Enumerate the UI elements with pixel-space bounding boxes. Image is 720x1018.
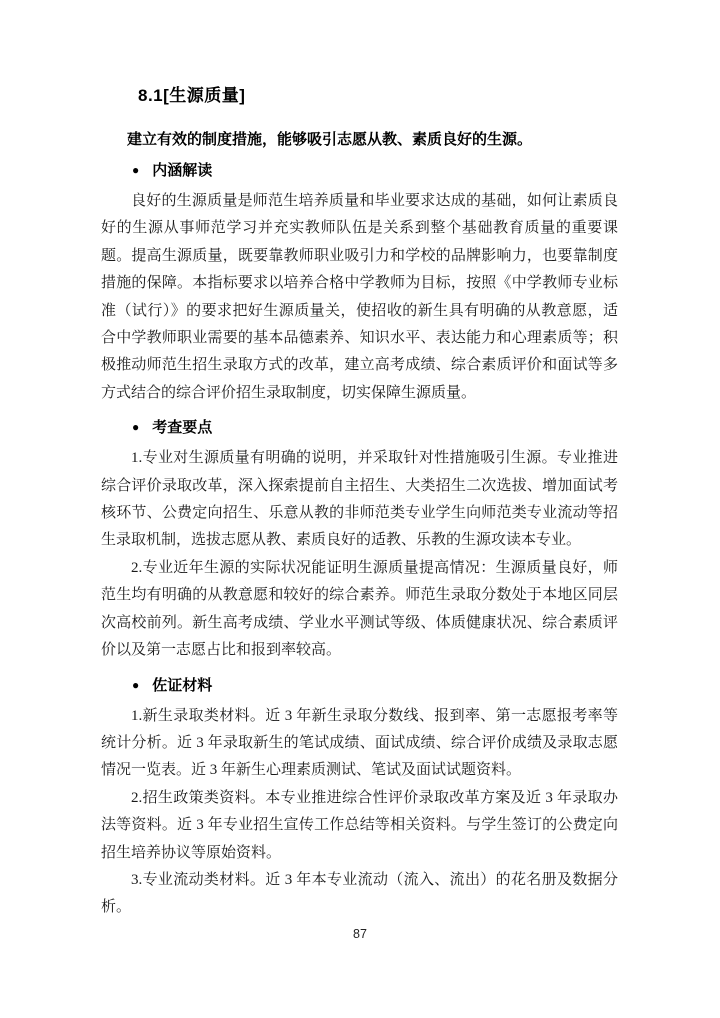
page-footer: [0, 927, 720, 941]
subsection-key-points: [101, 417, 618, 664]
bullet-icon: ●: [132, 677, 140, 692]
bullet-icon: ●: [132, 420, 140, 435]
paragraph: 良好的生源质量是师范生培养质量和毕业要求达成的基础，如何让素质良好的生源从事师范学习并充实教师队伍是关系到整个基础教育质量的重要课题。提高生源质量，既要靠教师职业吸引力和学校的品牌影响力，也要靠制度措施的保障。本指标要求以培养合格中学教师为目标，按照《中学教师专业标准（试行）》的要求把好生源质量关，使招收的新生具有明确的从教意愿，适合中学教师职业需要的基本品德素养、知识水平、表达能力和心理素质等；积极推动师范生招生录取方式的改革，建立高考成绩、综合素质评价和面试等多方式结合的综合评价招生录取制度，切实保障生源质量。: [101, 193, 618, 401]
paragraph: 1.新生录取类材料。近 3 年新生录取分数线、报到率、第一志愿报考率等统计分析。近 3 年录取新生的笔试成绩、面试成绩、综合评价成绩及录取志愿情况一览表。近 3 年新生心理素质测试、笔试及面试试题资料。: [101, 707, 618, 779]
paragraph: 2.专业近年生源的实际状况能证明生源质量提高情况：生源质量良好，师范生均有明确的从教意愿和较好的综合素养。师范生录取分数处于本地区同层次高校前列。新生高考成绩、学业水平测试等级、体质健康状况、综合素质评价以及第一志愿占比和报到率较高。: [101, 559, 618, 659]
section-heading: 8.1[生源质量]: [138, 86, 246, 105]
subsection-header-key-points: [132, 417, 618, 438]
subsection-connotation: [101, 160, 618, 407]
paragraph: 2.招生政策类资料。本专业推进综合性评价录取改革方案及近 3 年录取办法等资料。近 3 年专业招生宣传工作总结等相关资料。与学生签订的公费定向招生培养协议等原始资料。: [101, 789, 618, 861]
subsection-header-connotation: [132, 160, 618, 181]
subsection-title: 考查要点: [152, 419, 213, 437]
subsection-title: 佐证材料: [152, 676, 213, 694]
paragraph: 1.专业对生源质量有明确的说明，并采取针对性措施吸引生源。专业推进综合评价录取改革，深入探索提前自主招生、大类招生二次选拔、增加面试考核环节、公费定向招生、乐意从教的非师范类专业学生向师范类专业流动等招生录取机制，选拔志愿从教、素质良好的适教、乐教的生源攻读本专业。: [101, 450, 618, 549]
bullet-icon: ●: [132, 163, 140, 177]
paragraph: 3.专业流动类材料。近 3 年本专业流动（流入、流出）的花名册及数据分析。: [101, 871, 618, 916]
indicator-statement: 建立有效的制度措施，能够吸引志愿从教、素质良好的生源。: [127, 131, 533, 148]
page-number: 87: [353, 927, 367, 941]
subsection-title: 内涵解读: [152, 162, 213, 179]
subsection-supporting-materials: [101, 675, 618, 922]
subsection-header-supporting-materials: [132, 675, 618, 696]
